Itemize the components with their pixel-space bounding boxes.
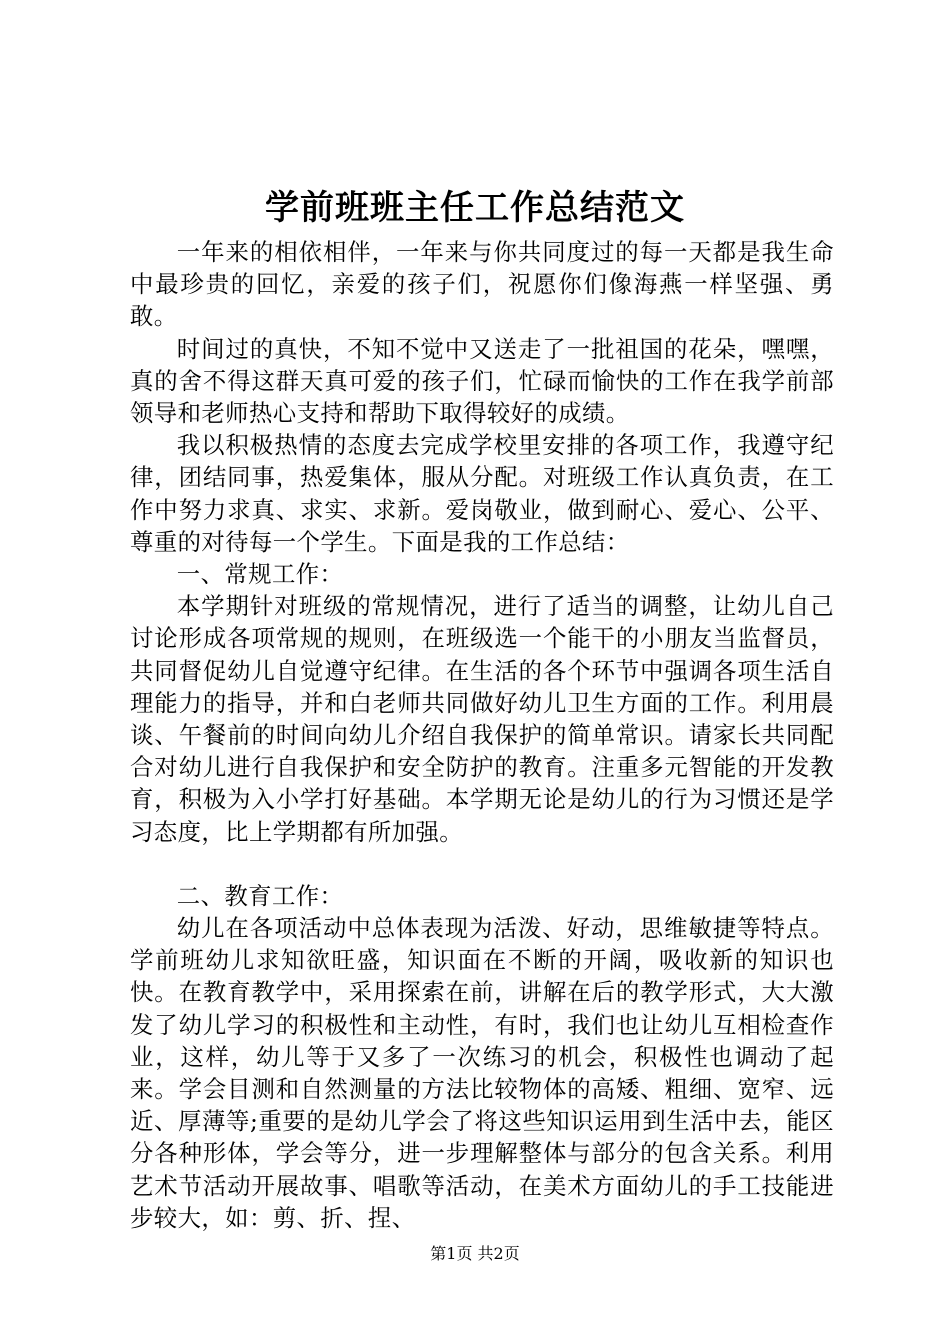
paragraph-education: 幼儿在各项活动中总体表现为活泼、好动，思维敏捷等特点。学前班幼儿求知欲旺盛，知识面在不断的开阔，吸收新的知识也快。在教育教学中，采用探索在前，讲解在后的教学形式，大大激发了幼儿学习的积极性和主动性，有时，我们也让幼儿互相检查作业，这样，幼儿等于又多了一次练习的机会，积极性也调动了起来。学会目测和自然测量的方法比较物体的高矮、粗细、宽窄、远近、厚薄等;重要的是幼儿学会了将这些知识运用到生活中去，能区分各种形体，学会等分，进一步理解整体与部分的包含关系。利用艺术节活动开展故事、唱歌等活动，在美术方面幼儿的手工技能进步较大，如：剪、折、捏、 (130, 914, 834, 1232)
paragraph-routine: 本学期针对班级的常规情况，进行了适当的调整，让幼儿自己讨论形成各项常规的规则，在班级选一个能干的小朋友当监督员，共同督促幼儿自觉遵守纪律。在生活的各个环节中强调各项生活自理能力的指导，并和白老师共同做好幼儿卫生方面的工作。利用晨谈、午餐前的时间向幼儿介绍自我保护的简单常识。请家长共同配合对幼儿进行自我保护和安全防护的教育。注重多元智能的开发教育，积极为入小学打好基础。本学期无论是幼儿的行为习惯还是学习态度，比上学期都有所加强。 (130, 592, 834, 846)
page-footer: 第1页 共2页 (430, 1244, 520, 1263)
section-heading-routine: 一、常规工作： (176, 560, 344, 589)
paragraph-time: 时间过的真快，不知不觉中又送走了一批祖国的花朵，嘿嘿，真的舍不得这群天真可爱的孩子们，忙碌而愉快的工作在我学前部领导和老师热心支持和帮助下取得较好的成绩。 (130, 334, 834, 428)
document-body (130, 236, 834, 1234)
paragraph-spacer (130, 848, 834, 880)
paragraph-attitude: 我以积极热情的态度去完成学校里安排的各项工作，我遵守纪律，团结同事，热爱集体，服从分配。对班级工作认真负责，在工作中努力求真、求实、求新。爱岗敬业，做到耐心、爱心、公平、尊重的对待每一个学生。下面是我的工作总结： (130, 431, 834, 556)
paragraph-intro: 一年来的相依相伴，一年来与你共同度过的每一天都是我生命中最珍贵的回忆，亲爱的孩子们，祝愿你们像海燕一样坚强、勇敢。 (130, 238, 834, 331)
document-title: 学前班班主任工作总结范文 (265, 188, 685, 228)
section-heading-education: 二、教育工作： (176, 881, 344, 910)
